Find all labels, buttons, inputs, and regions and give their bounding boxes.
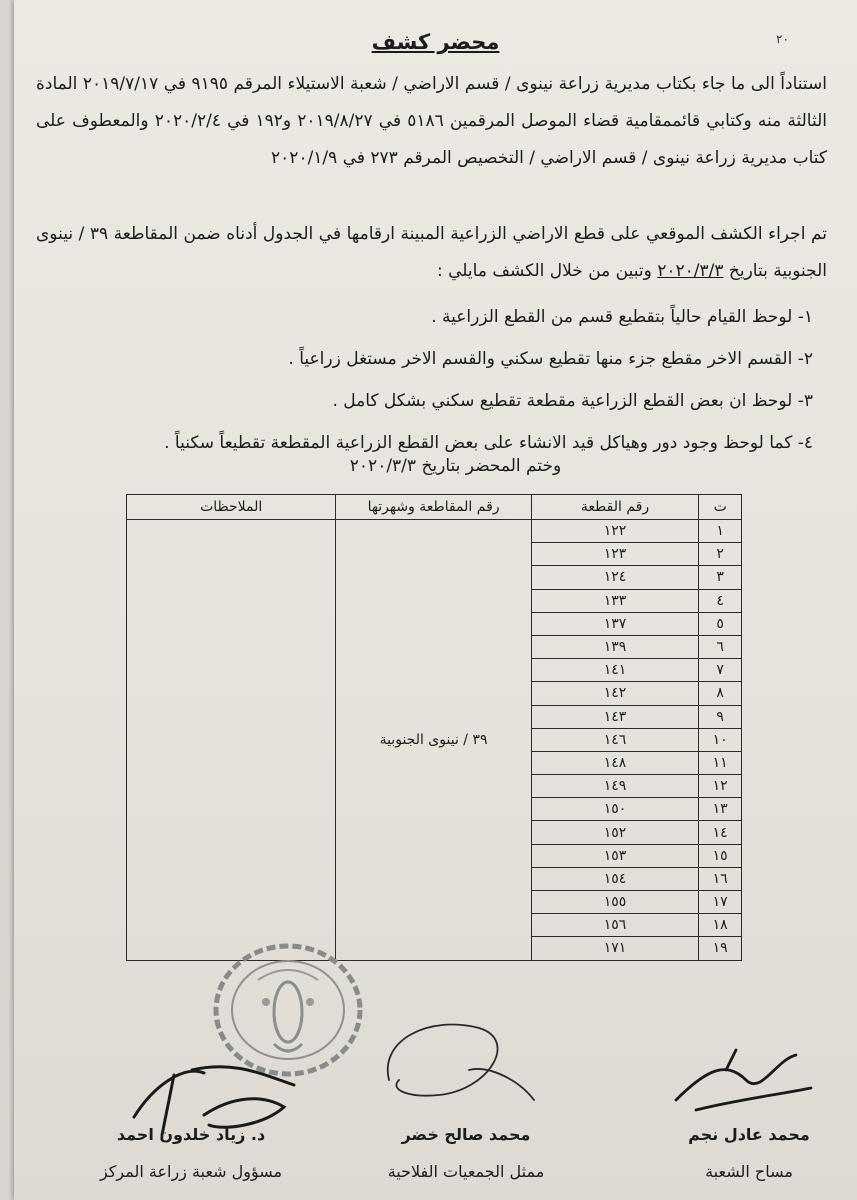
plot-number: ١٥٣	[531, 844, 699, 867]
plot-number: ١٤٩	[531, 775, 699, 798]
row-index: ٢	[699, 543, 742, 566]
plot-number: ١٢٤	[531, 566, 699, 589]
plot-number: ١٧١	[531, 937, 699, 960]
plot-number: ١٣٩	[531, 635, 699, 658]
signatory-2	[366, 1125, 566, 1181]
row-index: ١٧	[699, 891, 742, 914]
document-page	[14, 0, 857, 1200]
plot-number: ١٥٥	[531, 891, 699, 914]
finding-item: ١- لوحظ القيام حالياً بتقطيع قسم من القطع الزراعية .	[431, 307, 813, 327]
plot-number: ١٥٠	[531, 798, 699, 821]
plot-number: ١٤١	[531, 659, 699, 682]
closing-line: وختم المحضر بتاريخ ٢٠٢٠/٣/٣	[349, 456, 562, 476]
row-index: ٩	[699, 705, 742, 728]
row-index: ٦	[699, 635, 742, 658]
row-index: ١١	[699, 751, 742, 774]
row-index: ٥	[699, 612, 742, 635]
signatory-name: د. زياد خلدون احمد	[116, 1125, 266, 1144]
row-index: ١٨	[699, 914, 742, 937]
row-index: ١٦	[699, 867, 742, 890]
plot-number: ١٢٢	[531, 520, 699, 543]
inspection-paragraph	[36, 216, 827, 290]
plot-number: ١٢٣	[531, 543, 699, 566]
header-area: رقم المقاطعة وشهرتها	[336, 495, 531, 520]
plot-number: ١٥٦	[531, 914, 699, 937]
row-index: ٣	[699, 566, 742, 589]
inspection-text-start: تم اجراء الكشف الموقعي على قطع الاراضي الزراعية المبينة ارقامها في الجدول أدناه ضمن المقاطعة ٣٩ / نينوى الجنوبية بتاريخ	[36, 224, 827, 281]
header-index: ت	[699, 495, 742, 520]
notes-cell	[127, 520, 336, 961]
reference-paragraph: استناداً الى ما جاء بكتاب مديرية زراعة نينوى / قسم الاراضي / شعبة الاستيلاء المرقم ٩١٩٥ في ٢٠١٩/٧/١٧ المادة الثالثة منه وكتابي قائممقامية قضاء الموصل المرقمين ٥١٨٦ في ٢٠١٩/٨/٢٧ و١٩٢ في ٢٠٢٠/٢/٤ والمعطوف على كتاب مديرية زراعة نينوى / قسم الاراضي / التخصيص المرقم ٢٧٣ في ٢٠٢٠/١/٩	[36, 74, 827, 168]
area-cell: ٣٩ / نينوى الجنوبية	[336, 520, 531, 961]
row-index: ١٢	[699, 775, 742, 798]
header-plot-number: رقم القطعة	[531, 495, 699, 520]
table-body	[127, 520, 742, 961]
table-row	[127, 520, 742, 543]
row-index: ٧	[699, 659, 742, 682]
row-index: ١٤	[699, 821, 742, 844]
row-index: ١٣	[699, 798, 742, 821]
plot-number: ١٣٣	[531, 589, 699, 612]
signature-2	[369, 1010, 549, 1120]
signatory-name: محمد عادل نجم	[688, 1125, 810, 1144]
table-header-row	[127, 495, 742, 520]
plot-number: ١٥٤	[531, 867, 699, 890]
signatory-role: مسؤول شعبة زراعة المركز	[99, 1162, 283, 1181]
row-index: ٨	[699, 682, 742, 705]
finding-item: ٢- القسم الاخر مقطع جزء منها تقطيع سكني والقسم الاخر مستغل زراعياً .	[288, 349, 813, 369]
signatory-role: مساح الشعبة	[705, 1162, 793, 1181]
signatory-role: ممثل الجمعيات الفلاحية	[387, 1162, 545, 1181]
plot-number: ١٤٨	[531, 751, 699, 774]
signatory-1	[76, 1125, 306, 1181]
plot-number: ١٤٦	[531, 728, 699, 751]
page-number: ٢٠	[776, 32, 789, 46]
finding-item: ٣- لوحظ ان بعض القطع الزراعية مقطعة تقطيع سكني بشكل كامل .	[332, 391, 813, 411]
plot-number: ١٤٢	[531, 682, 699, 705]
signature-3	[666, 1040, 816, 1125]
row-index: ١	[699, 520, 742, 543]
finding-item: ٤- كما لوحظ وجود دور وهياكل قيد الانشاء على بعض القطع الزراعية المقطعة تقطيعاً سكنياً .	[164, 433, 813, 453]
signatory-3	[674, 1125, 824, 1181]
row-index: ١٩	[699, 937, 742, 960]
inspection-text-end: وتبين من خلال الكشف مايلي :	[437, 261, 652, 281]
row-index: ٤	[699, 589, 742, 612]
document-title: محضر كشف	[371, 30, 500, 54]
row-index: ١٠	[699, 728, 742, 751]
findings-list	[54, 296, 813, 464]
inspection-date: ٢٠٢٠/٣/٣	[657, 261, 724, 281]
plot-number: ١٣٧	[531, 612, 699, 635]
plots-table	[126, 494, 742, 961]
signatory-name: محمد صالح خضر	[401, 1125, 531, 1144]
row-index: ١٥	[699, 844, 742, 867]
header-notes: الملاحظات	[127, 495, 336, 520]
plot-number: ١٥٢	[531, 821, 699, 844]
plot-number: ١٤٣	[531, 705, 699, 728]
